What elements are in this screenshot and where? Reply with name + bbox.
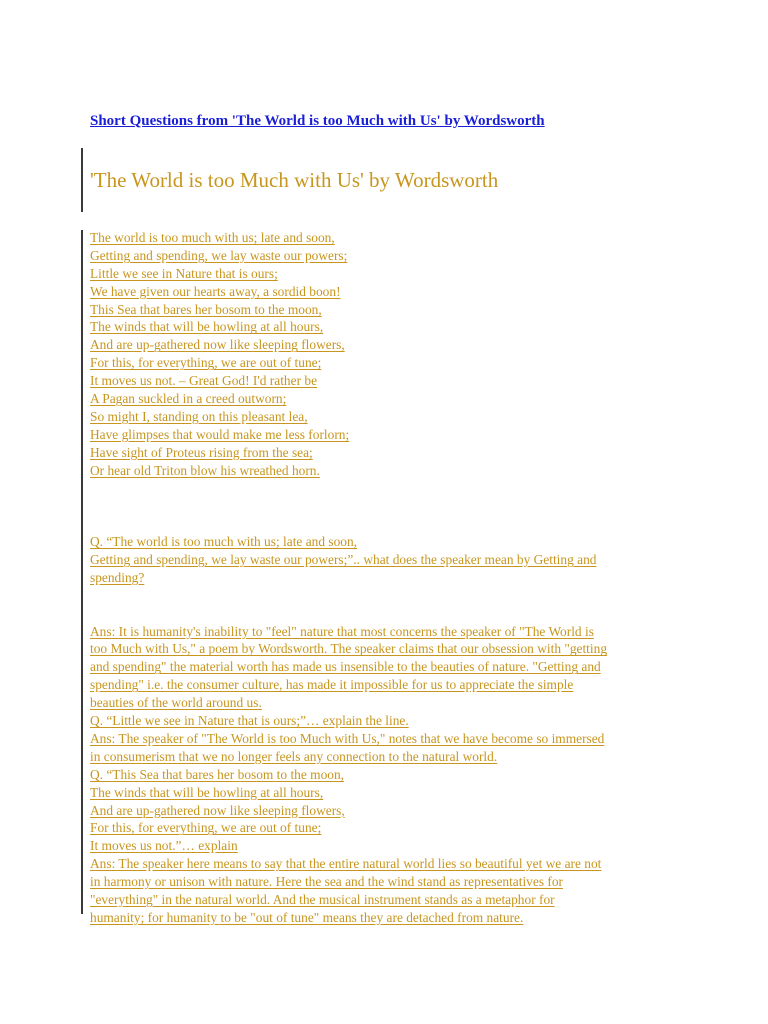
qa-line[interactable]: in consumerism that we no longer feels any connection to the natural world.: [90, 748, 498, 764]
qa-line[interactable]: spending" i.e. the consumer culture, has made it impossible for us to appreciate the simple: [90, 677, 574, 693]
qa-line[interactable]: Ans: It is humanity's inability to "feel" nature that most concerns the speaker of "The World is: [90, 623, 594, 639]
poem-line[interactable]: Or hear old Triton blow his wreathed horn.: [90, 462, 320, 478]
qa-line[interactable]: For this, for everything, we are out of tune;: [90, 820, 322, 836]
spacer: [90, 479, 690, 497]
question-block-1: [90, 533, 690, 587]
qa-line[interactable]: Q. “This Sea that bares her bosom to the moon,: [90, 766, 344, 782]
qa-line[interactable]: "everything" in the natural world. And the musical instrument stands as a metaphor for: [90, 891, 555, 907]
margin-bar-heading: [81, 148, 83, 212]
qa-line[interactable]: in harmony or unison with nature. Here the sea and the wind stand as representatives for: [90, 874, 563, 890]
qa-line[interactable]: Getting and spending, we lay waste our powers;”.. what does the speaker mean by Getting and: [90, 552, 597, 568]
spacer: [90, 515, 690, 533]
title-link[interactable]: Short Questions from 'The World is too Much with Us' by Wordsworth: [90, 113, 545, 129]
poem-block: [90, 229, 690, 479]
poem-line[interactable]: Getting and spending, we lay waste our powers;: [90, 247, 348, 263]
poem-line[interactable]: Have glimpses that would make me less forlorn;: [90, 426, 350, 442]
poem-heading: 'The World is too Much with Us' by Wordsworth: [90, 168, 499, 192]
poem-line[interactable]: A Pagan suckled in a creed outworn;: [90, 391, 287, 407]
qa-line[interactable]: and spending" the material worth has made us insensible to the beauties of nature. "Getting and: [90, 659, 601, 675]
poem-line[interactable]: Have sight of Proteus rising from the sea;: [90, 444, 313, 460]
poem-line[interactable]: Little we see in Nature that is ours;: [90, 265, 278, 281]
qa-line[interactable]: Ans: The speaker here means to say that the entire natural world lies so beautiful yet we are not: [90, 856, 602, 872]
qa-line[interactable]: And are up-gathered now like sleeping flowers,: [90, 802, 345, 818]
qa-line[interactable]: humanity; for humanity to be "out of tune" means they are detached from nature.: [90, 909, 524, 925]
qa-line[interactable]: It moves us not.”… explain: [90, 838, 238, 854]
poem-line[interactable]: This Sea that bares her bosom to the moon,: [90, 301, 322, 317]
poem-line[interactable]: We have given our hearts away, a sordid boon!: [90, 283, 341, 299]
poem-line[interactable]: For this, for everything, we are out of tune;: [90, 355, 322, 371]
qa-line[interactable]: The winds that will be howling at all hours,: [90, 784, 324, 800]
question-block-2: [90, 623, 690, 927]
qa-line[interactable]: Ans: The speaker of "The World is too Much with Us," notes that we have become so immersed: [90, 730, 605, 746]
poem-line[interactable]: So might I, standing on this pleasant lea,: [90, 408, 308, 424]
poem-line[interactable]: And are up-gathered now like sleeping flowers,: [90, 337, 345, 353]
poem-line[interactable]: The winds that will be howling at all hours,: [90, 319, 324, 335]
margin-bar-body: [81, 230, 83, 914]
qa-line[interactable]: too Much with Us," a poem by Wordsworth. The speaker claims that our obsession with "getting: [90, 641, 608, 657]
qa-line[interactable]: spending?: [90, 569, 145, 585]
spacer: [90, 587, 690, 605]
poem-line[interactable]: The world is too much with us; late and soon,: [90, 230, 335, 245]
document-body: [90, 229, 690, 927]
spacer: [90, 497, 690, 515]
qa-line[interactable]: Q. “Little we see in Nature that is ours;”… explain the line.: [90, 713, 409, 729]
spacer: [90, 605, 690, 623]
poem-line[interactable]: It moves us not. – Great God! I'd rather be: [90, 373, 318, 389]
qa-line[interactable]: beauties of the world around us.: [90, 695, 262, 711]
qa-line[interactable]: Q. “The world is too much with us; late and soon,: [90, 534, 358, 550]
